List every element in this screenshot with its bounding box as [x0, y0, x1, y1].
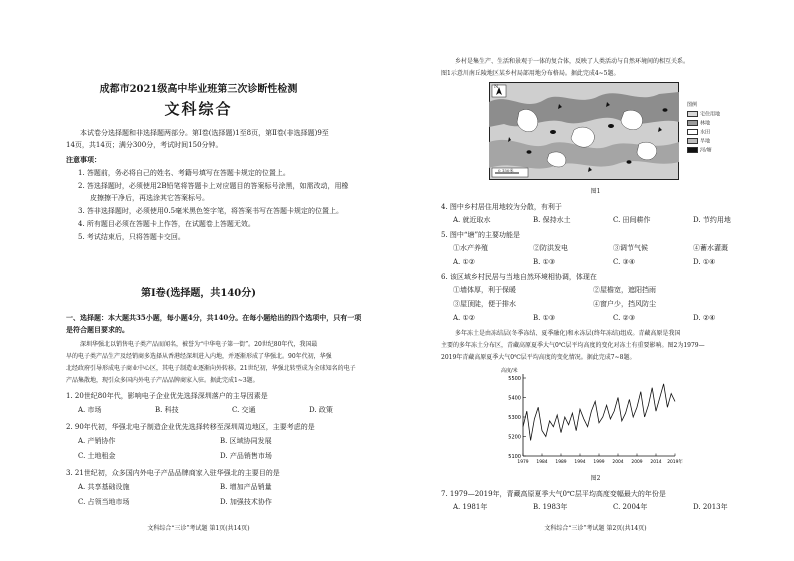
- q2-option-b[interactable]: B. 区域协同发展: [220, 437, 272, 445]
- q2-option-d[interactable]: D. 产品销售市场: [220, 452, 272, 460]
- question-6: 6. 该区域乡村民居与当地自然环境相协调，体现在: [441, 273, 597, 281]
- passage2-line-2: 主要的多年冻土分布区，青藏高原夏季大气0℃层平均高度的变化对冻土有重要影响。图2为1979—: [441, 342, 705, 349]
- passage1-line-1: 乡村是集生产、生活和景观于一体的复合体，反映了人类活动与自然环境间的相互关系。: [455, 58, 690, 65]
- y-tick-label: 5400: [508, 395, 521, 402]
- q5-option-d[interactable]: D. ①④: [693, 258, 716, 266]
- legend-item-residential: 宅住用地: [687, 111, 720, 118]
- y-axis-label: 高度/米: [501, 368, 518, 374]
- right-page: [397, 0, 794, 561]
- series-line: [523, 384, 675, 441]
- q1-option-c[interactable]: C. 交通: [232, 406, 256, 414]
- legend-item-paddy: 水田: [687, 129, 710, 136]
- passage-line-3: 北经政府引导形成电子商业中心区，其电子制造业逐渐向外转移。21世纪初，华强北转型成为全球知名的电子: [66, 365, 356, 372]
- y-tick-label: 5200: [508, 434, 521, 441]
- legend-item-forest: 林地: [687, 120, 710, 127]
- instruction-line-1: 一、选择题：本大题共35小题，每小题4分，共140分。在每小题给出的四个选项中，只有一项: [66, 313, 362, 322]
- section-title: 第Ⅰ卷(选择题，共140分): [140, 288, 256, 299]
- x-tick-label: 2009: [631, 460, 643, 465]
- passage2-line-1: 多年冻土是由冻结层(冬季冻结、夏季融化)和永冻层(终年冻结)组成。青藏高原是我国: [455, 330, 681, 337]
- passage-line-4: 产品集散地，现引众多国内外电子产品品牌商家入驻。据此完成1~3题。: [66, 377, 259, 384]
- q5-item-4: ④蓄水灌溉: [693, 244, 728, 252]
- note-4: 4. 所有题目必须在答题卡上作答，在试题卷上答题无效。: [78, 220, 255, 228]
- note-3: 3. 答非选择题时，必须使用0.5毫米黑色签字笔，将答案书写在答题卡规定的位置上。: [78, 207, 344, 215]
- legend-title: 图例: [687, 102, 698, 108]
- q7-option-d[interactable]: D. 2013年: [693, 503, 728, 511]
- legend-swatch: [687, 138, 698, 144]
- right-footer: 文科综合“三诊”考试题 第2页(共14页): [544, 525, 647, 532]
- figure-1-caption: 图1: [590, 188, 601, 195]
- map-legend: [687, 102, 731, 164]
- figure-2-caption: 图2: [590, 475, 601, 482]
- passage2-line-3: 2019年青藏高原夏季大气0℃层平均高度的变化情况。据此完成7~8题。: [441, 354, 636, 361]
- q5-item-2: ②防洪发电: [533, 244, 568, 252]
- q5-item-1: ①水产养殖: [453, 244, 488, 252]
- q7-option-a[interactable]: A. 1981年: [453, 503, 488, 511]
- figure-1-map: [489, 82, 679, 180]
- x-tick-label: 1989: [555, 460, 567, 465]
- q1-option-d[interactable]: D. 政策: [309, 406, 333, 414]
- question-1: 1. 20世纪80年代，影响电子企业优先选择深圳落户的主导因素是: [66, 392, 268, 400]
- intro-line-2: 14页，共14页；满分300分，考试时间150分钟。: [66, 141, 223, 149]
- passage-line-1: 深圳华强北以销售电子类产品而闻名，被誉为“中华电子第一街”。20世纪80年代，我国最: [80, 341, 318, 348]
- y-tick-label: 5300: [508, 414, 521, 421]
- q2-option-a[interactable]: A. 产销协作: [78, 437, 116, 445]
- passage-line-2: 早的电子类产品生产及经销商多选择从香港经深圳进入内地，并逐渐形成了华强北。90年代初，华强: [66, 353, 332, 360]
- q6-item-2: ②屋檐宽，遮阳挡雨: [593, 286, 656, 294]
- map-scale-label: 0 150米: [498, 168, 514, 173]
- passage1-line-2: 图1示意川南丘陵地区某乡村局部用地分布格局。据此完成4~5题。: [441, 70, 620, 77]
- q3-option-a[interactable]: A. 共享基础设施: [78, 483, 130, 491]
- left-footer: 文科综合“三诊”考试题 第1页(共14页): [147, 525, 250, 532]
- question-2: 2. 90年代初，华强北电子制造企业优先选择转移至深圳周边地区，主要考虑的是: [66, 423, 315, 431]
- note-1: 1. 答题前，务必将自己的姓名、考籍号填写在答题卡规定的位置上。: [78, 169, 290, 177]
- q2-option-c[interactable]: C. 土地租金: [78, 452, 116, 460]
- q3-option-d[interactable]: D. 加强技术协作: [220, 498, 272, 506]
- land-use-map: [489, 82, 679, 180]
- x-tick-label: 1984: [536, 460, 548, 465]
- figure-2-chart: [497, 364, 687, 472]
- legend-swatch: [687, 120, 698, 126]
- x-tick-label: 1994: [574, 460, 586, 465]
- q6-option-a[interactable]: A. ①②: [453, 314, 476, 322]
- note-2: 2. 答选择题时，必须使用2B铅笔将答题卡上对应题目的答案标号涂黑，如需改动，用橡: [78, 182, 349, 190]
- q7-option-c[interactable]: C. 2004年: [613, 503, 648, 511]
- x-tick-label: 1979: [517, 460, 529, 465]
- question-5: 5. 图中“塘”的主要功能是: [441, 231, 521, 239]
- y-tick-label: 5500: [508, 375, 521, 382]
- q6-item-4: ④窗户少，挡风防尘: [593, 300, 656, 308]
- intro-line-1: 本试卷分选择题和非选择题两部分。第Ⅰ卷(选择题)1至8页，第Ⅱ卷(非选择题)9至: [80, 129, 329, 137]
- q7-option-b[interactable]: B. 1983年: [533, 503, 568, 511]
- q4-option-b[interactable]: B. 保持水土: [533, 216, 571, 224]
- height-line-chart: [497, 364, 687, 472]
- q6-option-c[interactable]: C. ②③: [613, 314, 636, 322]
- q1-option-a[interactable]: A. 市场: [78, 406, 102, 414]
- q5-option-b[interactable]: B. ①③: [533, 258, 556, 266]
- instruction-line-2: 是符合题目要求的。: [66, 325, 129, 334]
- question-3: 3. 21世纪初，众多国内外电子产品品牌商家入驻华强北的主要目的是: [66, 469, 280, 477]
- q4-option-c[interactable]: C. 田间耕作: [613, 216, 651, 224]
- legend-swatch: [687, 129, 698, 135]
- q6-item-3: ③屋顶陡，便于排水: [453, 300, 516, 308]
- legend-swatch: [687, 111, 698, 117]
- exam-title: 成都市2021级高中毕业班第三次诊断性检测: [99, 84, 298, 95]
- q4-option-a[interactable]: A. 就近取水: [453, 216, 491, 224]
- q6-item-1: ①墙体厚，利于保暖: [453, 286, 516, 294]
- q5-option-c[interactable]: C. ③④: [613, 258, 636, 266]
- x-tick-label: 2019年: [667, 460, 683, 465]
- x-tick-label: 2014: [650, 460, 662, 465]
- legend-item-river-pond: 河/塘: [687, 147, 712, 154]
- question-4: 4. 图中乡村居住用地较为分散，有利于: [441, 203, 562, 211]
- q6-option-b[interactable]: B. ①③: [533, 314, 556, 322]
- notes-heading: 注意事项：: [66, 155, 101, 164]
- question-7: 7. 1979—2019年，青藏高原夏季大气0℃层平均高度变幅最大的年份是: [441, 490, 666, 498]
- q4-option-d[interactable]: D. 节约用地: [693, 216, 731, 224]
- q5-item-3: ③调节气候: [613, 244, 648, 252]
- legend-item-dryland: 旱地: [687, 138, 710, 145]
- map-north-label: N: [494, 84, 499, 90]
- x-tick-label: 1999: [593, 460, 605, 465]
- subject-title: 文科综合: [164, 100, 233, 118]
- q5-option-a[interactable]: A. ①②: [453, 258, 476, 266]
- legend-swatch: [687, 147, 698, 153]
- note-5: 5. 考试结束后，只将答题卡交回。: [78, 233, 185, 241]
- q3-option-b[interactable]: B. 增加产品销量: [220, 483, 272, 491]
- q3-option-c[interactable]: C. 占领当地市场: [78, 498, 130, 506]
- q6-option-d[interactable]: D. ②④: [693, 314, 716, 322]
- q1-option-b[interactable]: B. 科技: [155, 406, 179, 414]
- x-tick-label: 2004: [612, 460, 624, 465]
- note-2-cont: 皮擦擦干净后，再选涂其它答案标号。: [90, 194, 209, 202]
- y-tick-label: 5100: [508, 453, 521, 460]
